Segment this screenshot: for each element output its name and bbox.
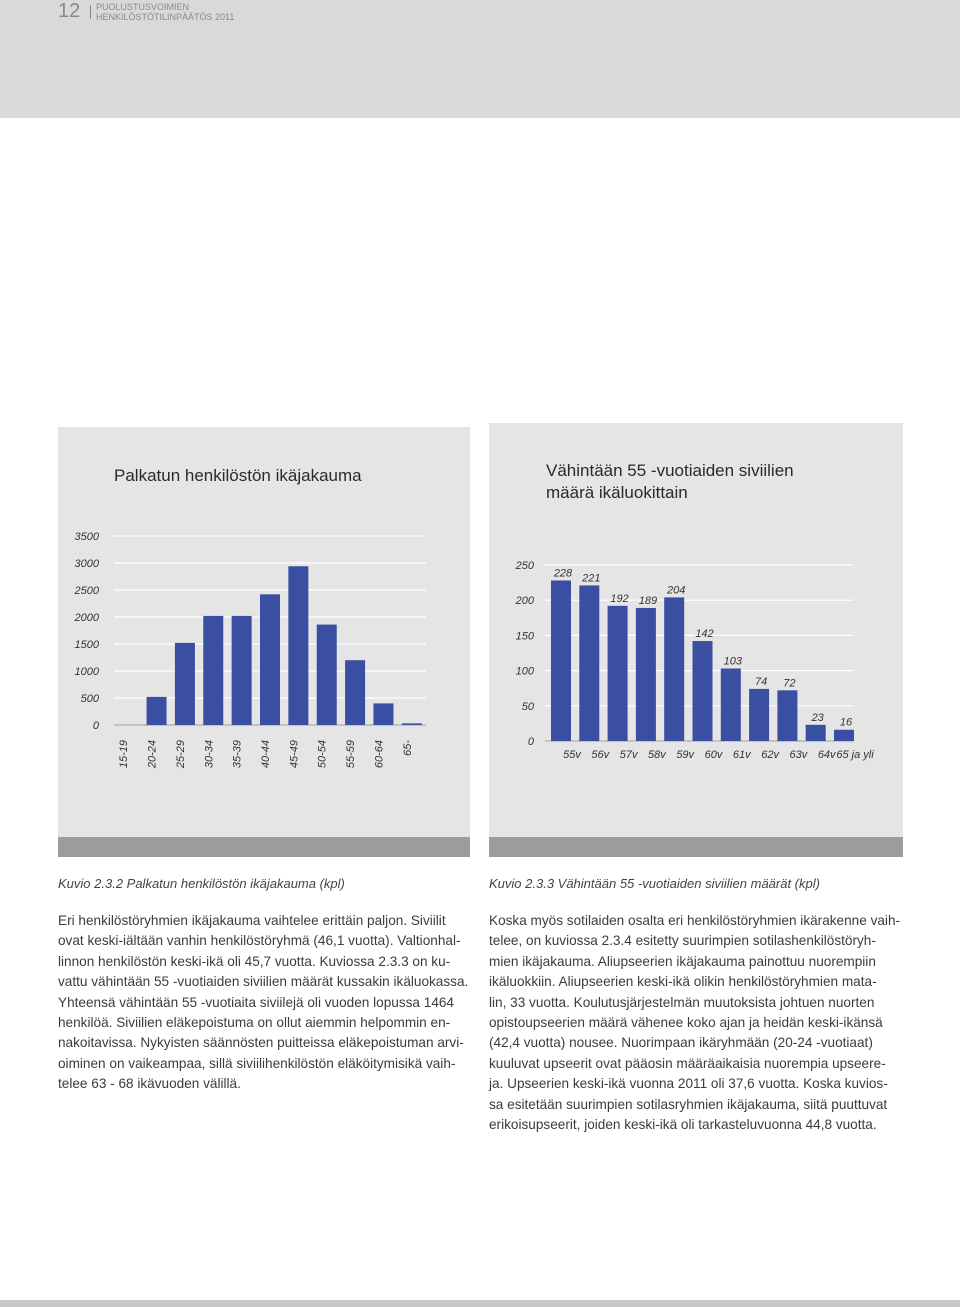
x-tick-label: 20-24: [146, 740, 159, 769]
running-header-line1: PUOLUSTUSVOIMIEN: [96, 2, 190, 12]
left-panel-footer-bar: [58, 837, 470, 857]
body-line: Eri henkilöstöryhmien ikäjakauma vaihtelee erittäin paljon. Siviilit: [58, 913, 446, 928]
x-tick-label: 63v: [789, 749, 808, 761]
y-tick-label: 1500: [74, 639, 99, 651]
x-tick-label: 55v: [563, 749, 581, 761]
body-line: ikäluokkiin. Aliupseerien keski-ikä olikin henkilöstöryhmien mata-: [489, 974, 877, 990]
x-tick-label: 56v: [591, 749, 610, 761]
y-tick-label: 3500: [74, 531, 99, 543]
x-tick-label: 61v: [732, 749, 751, 761]
bar: [636, 608, 656, 741]
x-tick-label: 59v: [676, 749, 695, 761]
bar: [806, 725, 826, 741]
body-line: Koska myös sotilaiden osalta eri henkilöstöryhmien ikärakenne vaih-: [489, 913, 901, 928]
bar: [147, 697, 167, 725]
body-line: oiminen on vaikeampaa, sillä siviilihenkilöstön eläköitymisikä vaih-: [58, 1055, 456, 1071]
y-tick-label: 100: [515, 665, 534, 678]
body-line: nakoitavissa. Nykyisten säännösten puitteissa eläkepoistuman arvi-: [58, 1035, 464, 1051]
data-label: 23: [811, 711, 824, 724]
body-text-right: [489, 911, 903, 1135]
x-tick-label: 65-: [401, 740, 414, 756]
civilian-55plus-chart-panel: [489, 423, 903, 857]
bar: [551, 580, 571, 741]
bar: [608, 606, 628, 741]
x-tick-label: 60-64: [373, 740, 386, 769]
y-tick-label: 2000: [74, 612, 99, 624]
age-distribution-chart: [58, 427, 470, 837]
bar: [834, 730, 854, 741]
bar: [579, 585, 599, 741]
y-tick-label: 50: [521, 700, 534, 713]
bar: [373, 703, 393, 725]
x-tick-label: 65 ja yli: [836, 749, 874, 761]
y-tick-label: 150: [515, 630, 534, 643]
bar: [232, 616, 252, 725]
bar: [260, 594, 280, 725]
bar: [693, 641, 713, 741]
body-line: sa esitetään suurimpien sotilasryhmien ikäjakauma, siitä puuttuvat: [489, 1096, 888, 1112]
x-tick-label: 30-34: [203, 740, 216, 769]
left-chart-caption: Kuvio 2.3.2 Palkatun henkilöstön ikäjakauma (kpl): [58, 876, 345, 891]
bar: [402, 723, 422, 725]
x-tick-label: 15-19: [118, 740, 131, 769]
bar: [203, 616, 223, 725]
x-tick-label: 35-39: [231, 740, 244, 769]
x-tick-label: 55-59: [345, 740, 358, 769]
y-tick-label: 1000: [74, 666, 99, 678]
right-chart-caption: Kuvio 2.3.3 Vähintään 55 -vuotiaiden siviilien määrät (kpl): [489, 876, 820, 891]
left-chart-title: Palkatun henkilöstön ikäjakauma: [114, 466, 362, 485]
civilian-55plus-chart: [489, 423, 903, 837]
y-tick-label: 3000: [74, 558, 99, 570]
x-tick-label: 40-44: [260, 740, 272, 769]
data-label: 204: [667, 584, 686, 597]
bar: [288, 566, 308, 725]
body-line: telee 63 - 68 ikävuoden välillä.: [58, 1076, 241, 1092]
body-line: mien ikäjakauma. Aliupseerien ikäjakauma painottuu nuorempiin: [489, 953, 876, 969]
x-tick-label: 45-49: [288, 740, 301, 769]
body-line: telee, on kuviossa 2.3.4 esitetty suurimpien sotilashenkilöstöryh-: [489, 933, 876, 949]
bar: [345, 660, 365, 725]
header-divider: [90, 5, 91, 19]
data-label: 228: [553, 567, 573, 580]
body-line: opistoupseerien määrä vähenee koko ajan ja heidän keski-ikänsä: [489, 1015, 883, 1031]
y-tick-label: 500: [80, 693, 99, 705]
bar: [777, 690, 797, 741]
body-line: linnon henkilöstön keski-ikä oli 45,7 vuotta. Kuviossa 2.3.3 on ku-: [58, 953, 451, 969]
bar: [721, 668, 741, 741]
bar: [664, 597, 684, 741]
data-label: 103: [723, 655, 742, 668]
x-tick-label: 60v: [704, 749, 723, 761]
bar: [175, 643, 195, 725]
body-line: (42,4 vuotta) nousee. Nuorimpaan ikäryhmään (20-24 -vuotiaat): [489, 1035, 873, 1051]
data-label: 192: [610, 592, 629, 605]
running-header-line2: HENKILÖSTÖTILINPÄÄTÖS 2011: [96, 12, 235, 22]
body-text-left: [58, 911, 472, 1095]
data-label: 142: [695, 628, 714, 641]
body-line: kuuluvat upseerit ovat pääosin määräaikaisia nuorempia upseere-: [489, 1055, 886, 1071]
body-line: erikoisupseerit, joiden keski-ikä oli tarkasteluvuonna 44,8 vuotta.: [489, 1117, 877, 1133]
running-header: [96, 2, 234, 22]
page-number: 12: [58, 0, 81, 22]
y-tick-label: 200: [515, 595, 534, 608]
x-tick-label: 64v: [817, 749, 836, 761]
data-label: 189: [638, 594, 658, 607]
body-line: ja. Upseerien keski-ikä vuonna 2011 oli 37,6 vuotta. Koska kuvios-: [489, 1076, 888, 1092]
body-line: vattu vähintään 55 -vuotiaiden siviilien määrät kussakin ikäluokassa.: [58, 974, 469, 990]
bar: [749, 689, 769, 741]
age-distribution-chart-panel: [58, 427, 470, 857]
data-label: 16: [839, 716, 853, 729]
right-panel-footer-bar: [489, 837, 903, 857]
right-chart-title-line1: Vähintään 55 -vuotiaiden siviilien: [546, 461, 794, 480]
data-label: 74: [754, 675, 768, 688]
y-tick-label: 0: [527, 736, 534, 748]
x-tick-label: 58v: [648, 749, 666, 761]
y-tick-label: 250: [515, 560, 534, 572]
x-tick-label: 50-54: [316, 740, 329, 769]
body-line: henkilöä. Siviilien eläkepoistuma on ollut aiemmin helpommin en-: [58, 1015, 451, 1031]
x-tick-label: 62v: [761, 749, 779, 761]
y-tick-label: 2500: [74, 585, 99, 597]
data-label: 72: [783, 677, 796, 690]
bottom-rule: [0, 1300, 960, 1307]
y-tick-label: 0: [92, 720, 99, 732]
data-label: 221: [582, 572, 601, 585]
body-line: ovat keski-iältään vanhin henkilöstöryhmä (46,1 vuotta). Valtionhal-: [58, 933, 461, 949]
body-line: lin, 33 vuotta. Koulutusjärjestelmän muutoksista johtuen nuorten: [489, 994, 875, 1010]
body-line: Yhteensä vähintään 55 -vuotiaita siviilejä oli vuoden lopussa 1464: [58, 994, 454, 1010]
bar: [317, 625, 337, 725]
x-tick-label: 25-29: [174, 740, 187, 769]
x-tick-label: 57v: [619, 749, 638, 761]
right-chart-title-line2: määrä ikäluokittain: [546, 483, 688, 502]
